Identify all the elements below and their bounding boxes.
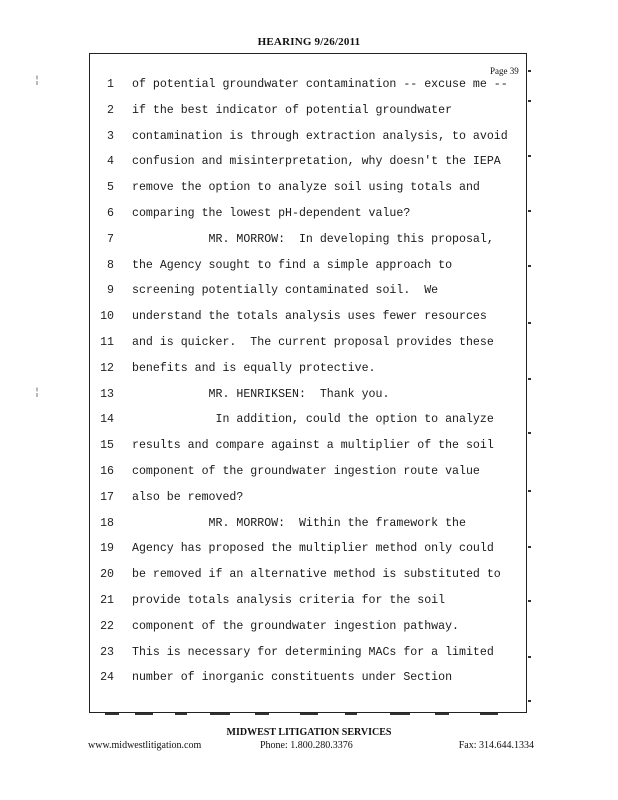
line-text: component of the groundwater ingestion route value xyxy=(132,465,480,478)
line-text: the Agency sought to find a simple approach to xyxy=(132,258,453,272)
line-text: contamination is through extraction analysis, to avoid xyxy=(132,129,508,143)
line-number: 12 xyxy=(100,361,114,375)
transcript-line xyxy=(89,155,527,181)
transcript-line xyxy=(89,594,527,620)
line-text: understand the totals analysis uses fewer resources xyxy=(132,310,487,324)
line-number: 16 xyxy=(100,465,114,478)
transcript-line xyxy=(89,78,527,104)
line-number: 7 xyxy=(107,232,114,246)
margin-mark: ¦ xyxy=(34,388,41,399)
footer-website-link[interactable]: www.midwestlitigation.com xyxy=(88,740,202,751)
transcript-line xyxy=(89,259,527,285)
line-text: and is quicker. The current proposal provides these xyxy=(132,336,494,349)
line-text: MR. HENRIKSEN: Thank you. xyxy=(132,387,390,401)
line-text: In addition, could the option to analyze xyxy=(132,413,494,427)
line-text: Agency has proposed the multiplier method only could xyxy=(132,542,494,556)
transcript-line xyxy=(89,439,527,465)
line-number: 22 xyxy=(100,619,114,633)
line-text: be removed if an alternative method is substituted to xyxy=(132,568,501,582)
line-text: MR. MORROW: In developing this proposal, xyxy=(132,232,494,246)
line-text: benefits and is equally protective. xyxy=(132,361,376,375)
line-number: 2 xyxy=(107,103,114,117)
footer-phone: Phone: 1.800.280.3376 xyxy=(260,740,353,751)
line-number: 15 xyxy=(100,439,114,453)
line-text: provide totals analysis criteria for the soil xyxy=(132,594,446,607)
line-text: comparing the lowest pH-dependent value? xyxy=(132,207,411,220)
page-number-label: Page 39 xyxy=(490,66,519,76)
line-text: MR. MORROW: Within the framework the xyxy=(132,516,466,530)
transcript-line xyxy=(89,620,527,646)
transcript-line xyxy=(89,181,527,207)
line-text: component of the groundwater ingestion pathway. xyxy=(132,619,459,633)
transcript-line xyxy=(89,413,527,439)
transcript-line xyxy=(89,130,527,156)
line-number: 20 xyxy=(100,568,114,582)
transcript-line xyxy=(89,568,527,594)
transcript-line xyxy=(89,491,527,517)
transcript-line xyxy=(89,517,527,543)
transcript-line xyxy=(89,207,527,233)
transcript-line xyxy=(89,542,527,568)
line-text: also be removed? xyxy=(132,490,244,504)
line-number: 23 xyxy=(100,645,114,659)
transcript-line xyxy=(89,233,527,259)
line-number: 14 xyxy=(100,413,114,427)
right-edge-ticks xyxy=(528,60,532,710)
line-number: 6 xyxy=(107,207,114,220)
line-text: of potential groundwater contamination -- excuse me -- xyxy=(132,78,508,91)
line-number: 8 xyxy=(107,258,114,272)
transcript-line xyxy=(89,310,527,336)
transcript-line xyxy=(89,362,527,388)
line-number: 19 xyxy=(100,542,114,556)
line-text: This is necessary for determining MACs for a limited xyxy=(132,645,494,659)
line-text: if the best indicator of potential groundwater xyxy=(132,103,453,117)
transcript-line xyxy=(89,284,527,310)
line-number: 18 xyxy=(100,516,114,530)
footer-fax: Fax: 314.644.1334 xyxy=(458,740,534,751)
bottom-edge-ticks xyxy=(95,713,525,716)
line-text: results and compare against a multiplier of the soil xyxy=(132,439,494,453)
line-number: 4 xyxy=(107,155,114,169)
transcript-line xyxy=(89,671,527,697)
transcript-line xyxy=(89,336,527,362)
footer-company-name: MIDWEST LITIGATION SERVICES xyxy=(226,727,392,738)
transcript-line xyxy=(89,465,527,491)
line-number: 9 xyxy=(107,284,114,298)
line-text: screening potentially contaminated soil. We xyxy=(132,284,439,298)
line-number: 11 xyxy=(100,336,114,349)
transcript-line xyxy=(89,388,527,414)
line-text: remove the option to analyze soil using totals and xyxy=(132,181,480,195)
transcript-line xyxy=(89,646,527,672)
footer-contact-row xyxy=(88,740,534,754)
line-number: 10 xyxy=(100,310,114,324)
line-number: 13 xyxy=(100,387,114,401)
line-number: 21 xyxy=(100,594,114,607)
line-number: 24 xyxy=(100,671,114,685)
line-number: 5 xyxy=(107,181,114,195)
page-header-title: HEARING 9/26/2011 xyxy=(257,36,361,48)
margin-mark: ¦ xyxy=(34,76,41,87)
line-number: 3 xyxy=(107,129,114,143)
line-text: confusion and misinterpretation, why doesn't the IEPA xyxy=(132,155,501,169)
line-number: 17 xyxy=(100,490,114,504)
line-text: number of inorganic constituents under Section xyxy=(132,671,453,685)
line-number: 1 xyxy=(107,78,114,91)
transcript-line xyxy=(89,104,527,130)
